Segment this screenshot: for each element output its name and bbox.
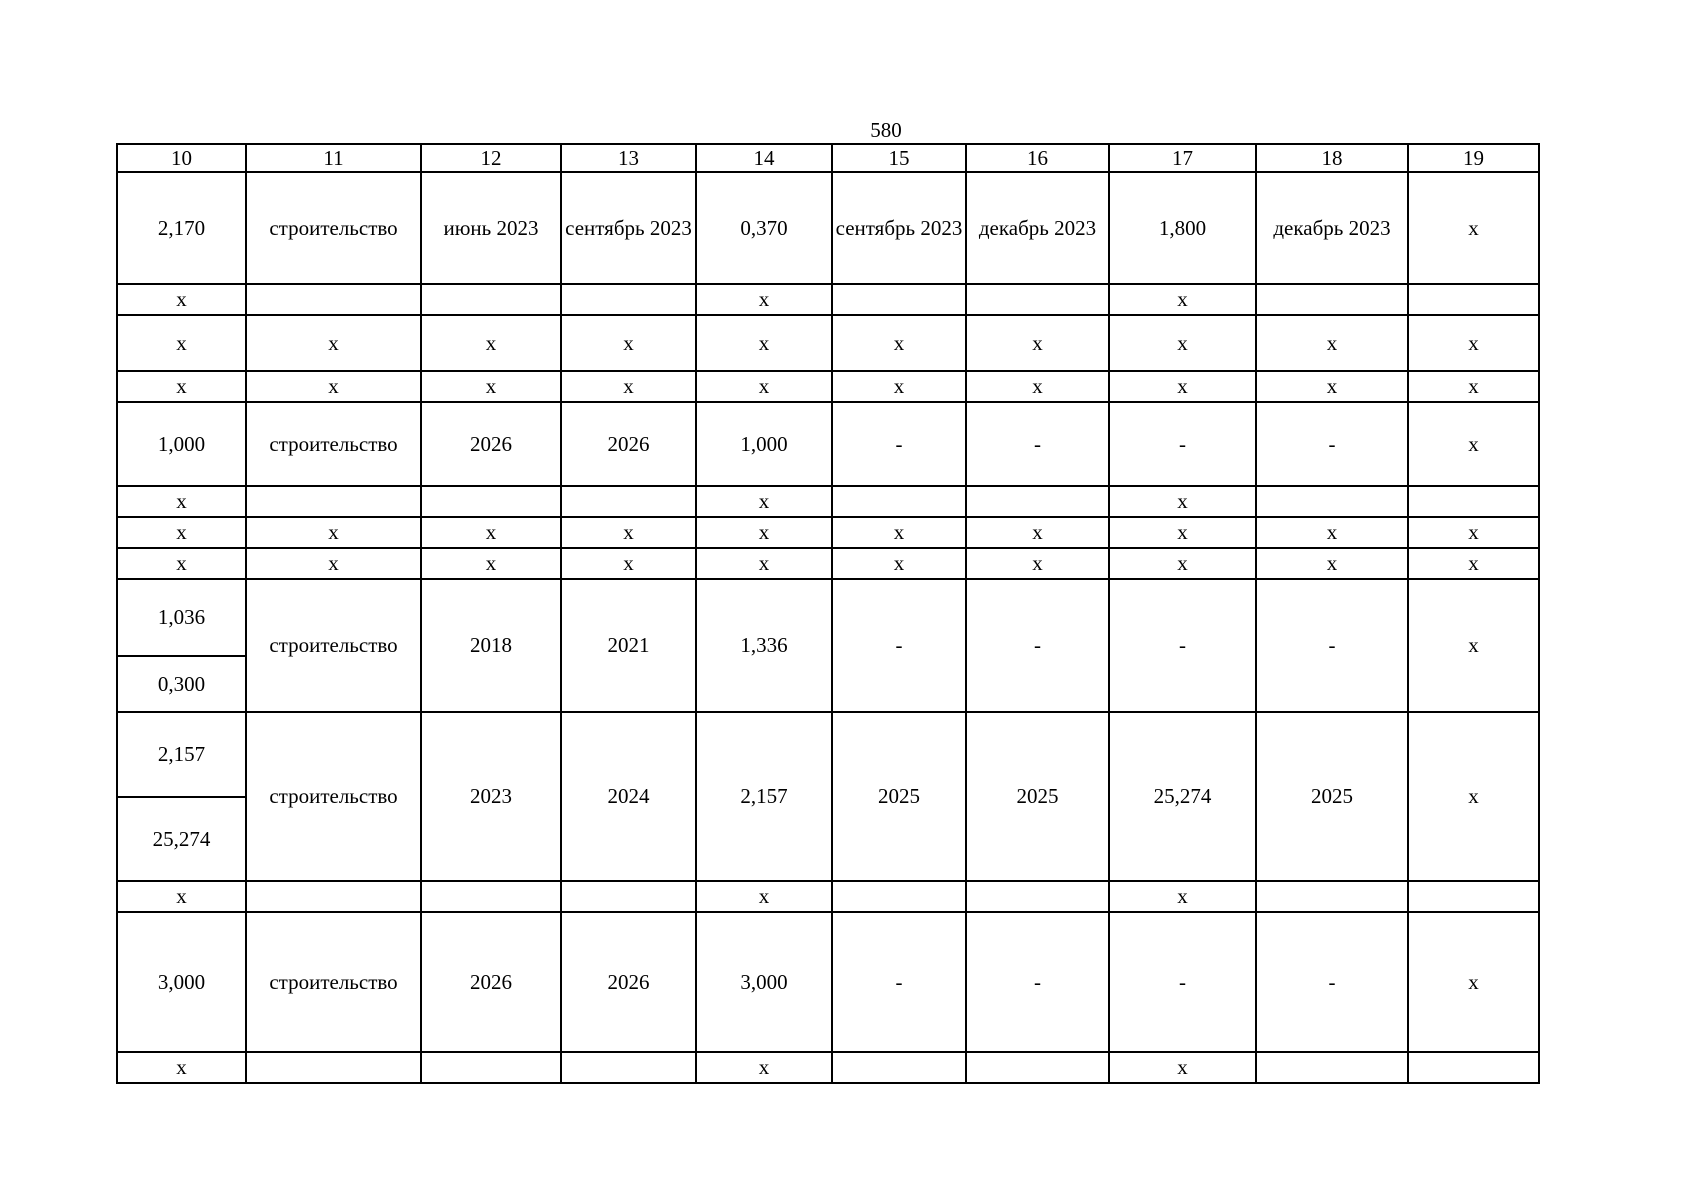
table-cell: декабрь 2023 (1256, 172, 1408, 284)
table-row (117, 517, 1539, 548)
table-cell: x (246, 315, 421, 371)
table-cell (1256, 881, 1408, 912)
table-cell (832, 881, 966, 912)
table-cell: - (966, 912, 1109, 1052)
table-cell (421, 284, 561, 315)
table-cell: x (696, 881, 832, 912)
table-cell (1256, 486, 1408, 517)
column-number: 10 (117, 144, 246, 172)
table-cell (966, 1052, 1109, 1083)
table-cell: - (832, 402, 966, 486)
table-cell (832, 486, 966, 517)
table-cell: 2018 (421, 579, 561, 712)
table-cell: x (696, 371, 832, 402)
table-cell: x (246, 517, 421, 548)
table-cell (561, 881, 696, 912)
table-cell (421, 1052, 561, 1083)
table-cell (1256, 1052, 1408, 1083)
table-cell: 1,000 (696, 402, 832, 486)
table-cell: x (1256, 517, 1408, 548)
table-cell: x (1109, 881, 1256, 912)
table-cell: 2025 (1256, 712, 1408, 881)
table-cell: 2026 (561, 402, 696, 486)
table-row (117, 548, 1539, 579)
table-cell: x (561, 315, 696, 371)
table-cell (561, 486, 696, 517)
table-cell: x (1109, 517, 1256, 548)
table-cell: x (1408, 402, 1539, 486)
table-cell: x (966, 371, 1109, 402)
table-cell: x (832, 548, 966, 579)
table-cell: x (1408, 548, 1539, 579)
table-cell: x (1256, 371, 1408, 402)
data-table (116, 143, 1540, 1084)
table-cell (1408, 1052, 1539, 1083)
table-cell: x (561, 371, 696, 402)
column-number: 17 (1109, 144, 1256, 172)
table-row (117, 881, 1539, 912)
table-cell (246, 486, 421, 517)
table-cell: x (246, 548, 421, 579)
table-cell: x (696, 486, 832, 517)
table-cell: x (966, 548, 1109, 579)
table-cell: 25,274 (117, 797, 246, 881)
table-cell: x (421, 548, 561, 579)
table-cell: 2,170 (117, 172, 246, 284)
table-cell (421, 486, 561, 517)
table-cell: 25,274 (1109, 712, 1256, 881)
table-cell: - (1256, 579, 1408, 712)
table-cell: - (1256, 402, 1408, 486)
table-cell: сентябрь 2023 (832, 172, 966, 284)
table-cell: x (117, 881, 246, 912)
column-number: 19 (1408, 144, 1539, 172)
table-cell: x (1109, 315, 1256, 371)
table-cell: x (117, 284, 246, 315)
table-row (117, 402, 1539, 486)
column-number: 13 (561, 144, 696, 172)
table-cell: x (696, 315, 832, 371)
column-number: 15 (832, 144, 966, 172)
table-cell: июнь 2023 (421, 172, 561, 284)
column-number: 14 (696, 144, 832, 172)
table-cell: x (561, 517, 696, 548)
table-cell: x (1109, 371, 1256, 402)
table-cell: x (966, 517, 1109, 548)
table-cell: строительство (246, 579, 421, 712)
table-cell: 2026 (421, 912, 561, 1052)
table-cell: 1,800 (1109, 172, 1256, 284)
table-cell (1256, 284, 1408, 315)
table-cell (246, 1052, 421, 1083)
table-cell: строительство (246, 402, 421, 486)
table-cell: x (1408, 517, 1539, 548)
table-cell: x (117, 517, 246, 548)
table-cell: 2,157 (117, 712, 246, 797)
table-cell: 0,370 (696, 172, 832, 284)
table-cell: сентябрь 2023 (561, 172, 696, 284)
table-cell (246, 284, 421, 315)
table-row (117, 486, 1539, 517)
table-cell: 2026 (561, 912, 696, 1052)
column-number: 11 (246, 144, 421, 172)
table-cell: x (421, 517, 561, 548)
table-cell: - (1109, 912, 1256, 1052)
table-cell: x (421, 315, 561, 371)
table-cell (561, 284, 696, 315)
table-cell (966, 486, 1109, 517)
table-cell (246, 881, 421, 912)
table-cell: x (696, 1052, 832, 1083)
table-cell: 2026 (421, 402, 561, 486)
table-cell: x (117, 1052, 246, 1083)
column-number: 12 (421, 144, 561, 172)
table-cell: x (117, 371, 246, 402)
table-cell (561, 1052, 696, 1083)
table-row (117, 284, 1539, 315)
table-cell: x (1109, 1052, 1256, 1083)
table-cell: 2021 (561, 579, 696, 712)
table-cell: 2024 (561, 712, 696, 881)
table-cell (1408, 284, 1539, 315)
table-cell (421, 881, 561, 912)
table-cell (1408, 881, 1539, 912)
table-cell: x (1256, 315, 1408, 371)
table-cell: строительство (246, 912, 421, 1052)
table-cell: x (1256, 548, 1408, 579)
table-cell: x (1109, 548, 1256, 579)
table-row (117, 172, 1539, 284)
table-cell (966, 284, 1109, 315)
table-cell (832, 284, 966, 315)
table-cell: x (421, 371, 561, 402)
table-cell: x (1408, 315, 1539, 371)
table-row (117, 1052, 1539, 1083)
table-cell (832, 1052, 966, 1083)
table-cell: - (1109, 402, 1256, 486)
table-cell: 0,300 (117, 656, 246, 712)
table-cell: 3,000 (117, 912, 246, 1052)
table-cell: x (117, 548, 246, 579)
table-cell: x (1408, 912, 1539, 1052)
table-cell: 2025 (966, 712, 1109, 881)
table-cell: x (832, 517, 966, 548)
table-cell: x (966, 315, 1109, 371)
table-cell: x (1408, 579, 1539, 712)
table-cell: x (561, 548, 696, 579)
table-cell: x (246, 371, 421, 402)
table-row (117, 315, 1539, 371)
table-cell: 3,000 (696, 912, 832, 1052)
table-cell (1408, 486, 1539, 517)
table-cell: x (1408, 172, 1539, 284)
table-row (117, 912, 1539, 1052)
table-cell: x (1408, 712, 1539, 881)
table-cell: 2025 (832, 712, 966, 881)
table-row (117, 579, 1539, 656)
table-cell: - (832, 579, 966, 712)
table-cell: - (966, 579, 1109, 712)
table-cell: x (1408, 371, 1539, 402)
table-cell: x (117, 486, 246, 517)
table-cell: декабрь 2023 (966, 172, 1109, 284)
table-cell: x (696, 517, 832, 548)
column-number: 18 (1256, 144, 1408, 172)
table-cell: 1,000 (117, 402, 246, 486)
table-cell: 1,336 (696, 579, 832, 712)
table-cell: строительство (246, 172, 421, 284)
table-cell: x (696, 284, 832, 315)
table-cell: x (1109, 486, 1256, 517)
table-cell: - (966, 402, 1109, 486)
table-cell: 2023 (421, 712, 561, 881)
table-cell: - (1109, 579, 1256, 712)
table-cell: 2,157 (696, 712, 832, 881)
table-cell: 1,036 (117, 579, 246, 656)
column-number: 16 (966, 144, 1109, 172)
table-cell: - (1256, 912, 1408, 1052)
header-row (117, 144, 1539, 172)
table-cell: x (117, 315, 246, 371)
page-number: 580 (870, 118, 902, 142)
table-row (117, 371, 1539, 402)
table-cell: - (832, 912, 966, 1052)
table-cell: x (1109, 284, 1256, 315)
table-row (117, 712, 1539, 797)
table-cell (966, 881, 1109, 912)
table-cell: x (832, 315, 966, 371)
table-cell: x (696, 548, 832, 579)
table-cell: строительство (246, 712, 421, 881)
table-cell: x (832, 371, 966, 402)
